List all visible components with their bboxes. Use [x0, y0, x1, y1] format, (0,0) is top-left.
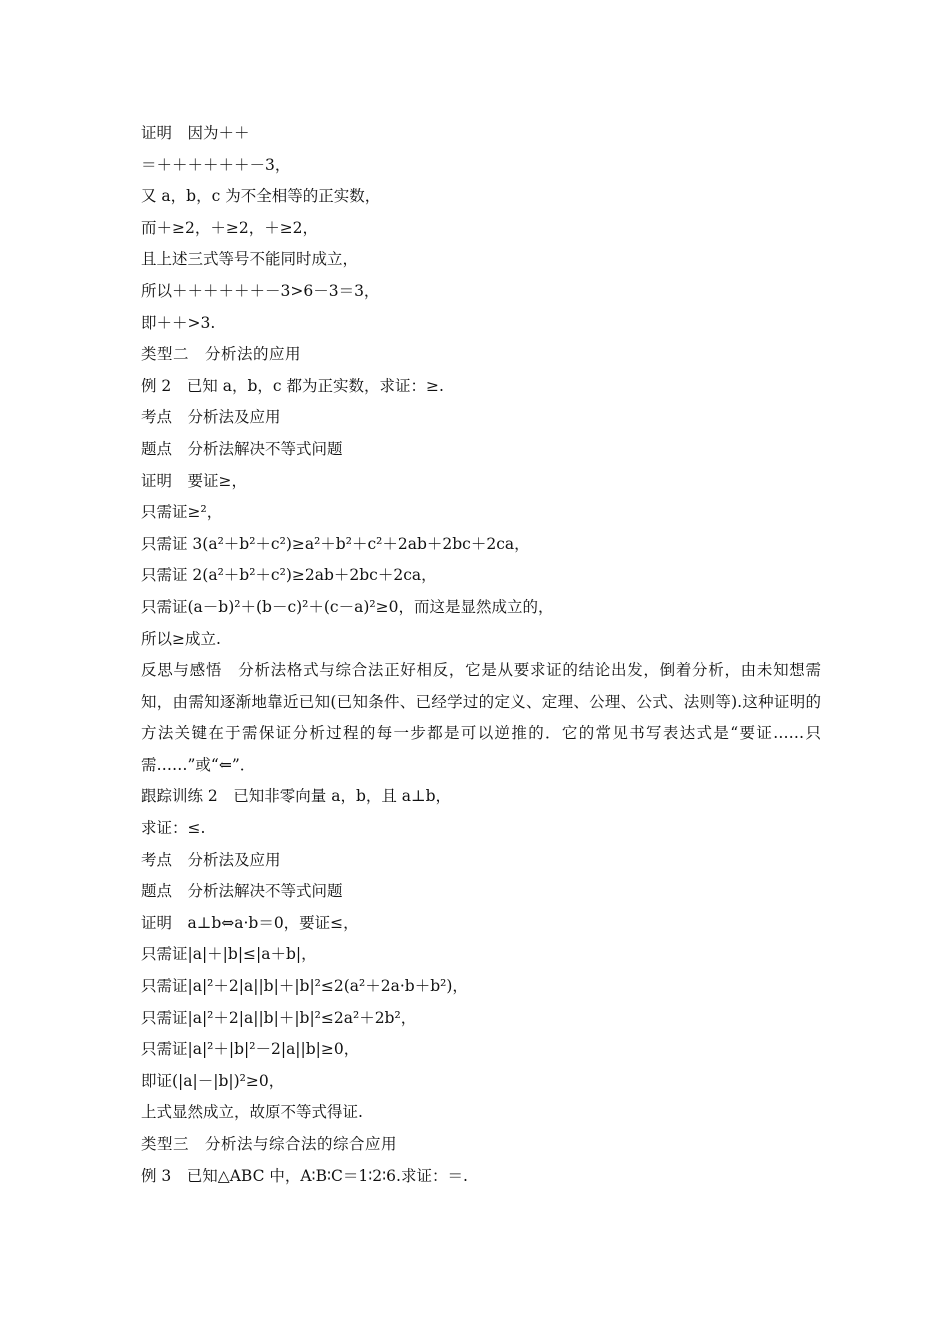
proof-line-4: 而＋≥2，＋≥2，＋≥2，	[141, 218, 319, 237]
example-2-statement: 例 2 已知 a，b，c 都为正实数，求证：≥.	[141, 376, 444, 395]
proof-line-7: 即＋＋>3.	[141, 313, 216, 332]
example-3-statement: 例 3 已知△ABC 中，A∶B∶C＝1∶2∶6.求证：＝.	[141, 1166, 468, 1185]
practice-2-proof-line-4: 只需证|a|²＋2|a||b|＋|b|²≤2a²＋2b²，	[141, 1008, 417, 1027]
topic-label: 考点 分析法及应用	[141, 408, 281, 427]
proof-line-3: 又 a，b，c 为不全相等的正实数，	[141, 187, 381, 206]
example-2-proof-line-2: 只需证≥²，	[141, 503, 223, 522]
proof-line-2: ＝＋＋＋＋＋＋－3，	[141, 155, 291, 174]
reflection-paragraph: 反思与感悟 分析法格式与综合法正好相反，它是从要求证的结论出发，倒着分析，由未知想需知，由需知逐渐地靠近已知(已知条件、已经学过的定义、定理、公理、公式、法则等).这种证明的方法关键在于需保证分析过程的每一步都是可以逆推的．它的常见书写表达式是“要证……只需……”或“⇐”．	[141, 661, 821, 774]
practice-2-statement: 跟踪训练 2 已知非零向量 a，b，且 a⊥b，	[141, 787, 452, 806]
practice-2-proof-line-3: 只需证|a|²＋2|a||b|＋|b|²≤2(a²＋2a·b＋b²)，	[141, 977, 468, 996]
practice-2-proof-line-1: 证明 a⊥b⇔a·b＝0，要证≤，	[141, 913, 359, 932]
proof-line-6: 所以＋＋＋＋＋＋－3>6－3＝3，	[141, 281, 380, 300]
section-heading-type3: 类型三 分析法与综合法的综合应用	[141, 1135, 398, 1153]
practice-2-proof-line-6: 即证(|a|－|b|)²≥0，	[141, 1071, 285, 1090]
practice-2-goal: 求证：≤.	[141, 819, 206, 838]
example-2-proof-line-5: 只需证(a－b)²＋(b－c)²＋(c－a)²≥0，而这是显然成立的，	[141, 597, 554, 616]
example-2-proof-line-4: 只需证 2(a²＋b²＋c²)≥2ab＋2bc＋2ca，	[141, 566, 437, 585]
example-2-proof-line-3: 只需证 3(a²＋b²＋c²)≥a²＋b²＋c²＋2ab＋2bc＋2ca，	[141, 534, 530, 553]
example-2-proof-line-1: 证明 要证≥，	[141, 471, 247, 490]
proof-line-1: 证明 因为＋＋	[141, 124, 250, 142]
subtopic-label-2: 题点 分析法解决不等式问题	[141, 882, 343, 901]
subtopic-label: 题点 分析法解决不等式问题	[141, 439, 343, 458]
topic-label-2: 考点 分析法及应用	[141, 850, 281, 869]
practice-2-proof-line-2: 只需证|a|＋|b|≤|a＋b|，	[141, 945, 317, 964]
practice-2-proof-line-5: 只需证|a|²＋|b|²－2|a||b|≥0，	[141, 1040, 360, 1059]
section-heading-type2: 类型二 分析法的应用	[141, 345, 302, 364]
document-body	[141, 118, 821, 1192]
practice-2-conclusion: 上式显然成立，故原不等式得证.	[141, 1103, 363, 1122]
proof-line-5: 且上述三式等号不能同时成立，	[141, 250, 359, 269]
example-2-proof-line-6: 所以≥成立.	[141, 629, 221, 648]
